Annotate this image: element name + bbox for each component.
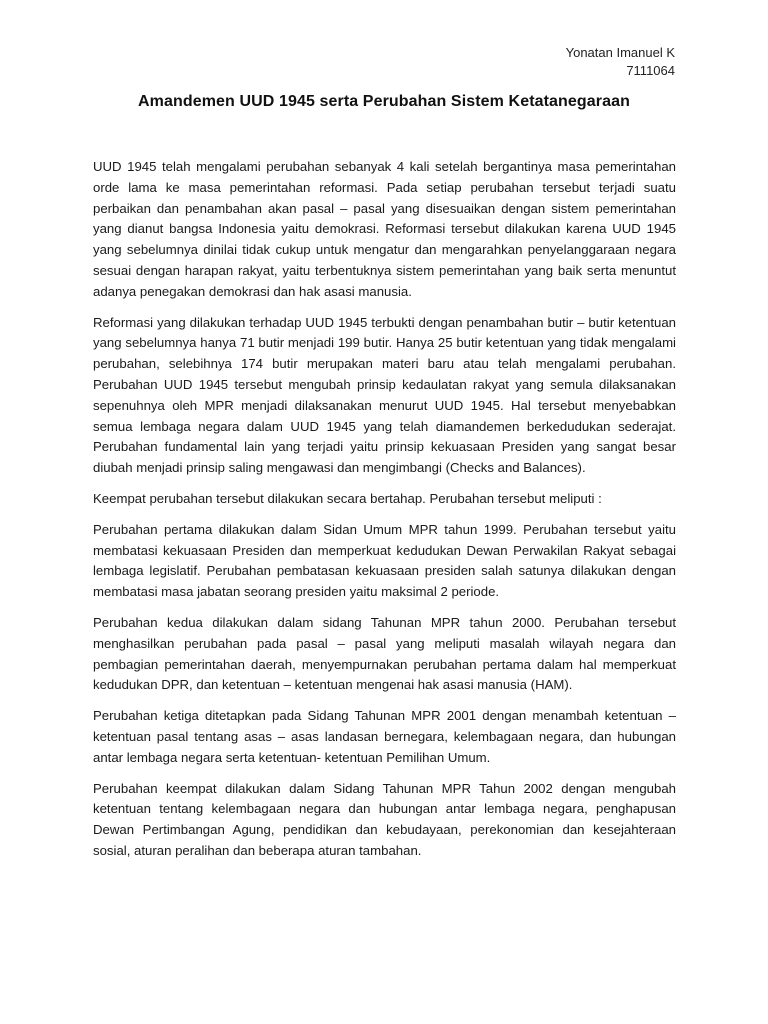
paragraph-intro: UUD 1945 telah mengalami perubahan sebanyak 4 kali setelah bergantinya masa pemerintahan orde lama ke masa pemerintahan reformasi. Pada setiap perubahan tersebut terjadi suatu perbaikan dan penambahan akan pasal – pasal yang disesuaikan dengan sistem pemerintahan yang dianut bangsa Indonesia yaitu demokrasi. Reformasi tersebut dilakukan karena UUD 1945 yang sebelumnya dinilai tidak cukup untuk mengatur dan mengarahkan penyelanggaraan negara sesuai dengan harapan rakyat, yaitu terbentuknya sistem pemerintahan yang baik serta menuntut adanya penegakan demokrasi dan hak asasi manusia. (93, 159, 676, 299)
author-id: 7111064 (626, 63, 675, 78)
document-body (93, 157, 676, 872)
paragraph-overview: Keempat perubahan tersebut dilakukan secara bertahap. Perubahan tersebut meliputi : (93, 490, 602, 506)
paragraph-reform: Reformasi yang dilakukan terhadap UUD 1945 terbukti dengan penambahan butir – butir ketentuan yang sebelumnya hanya 71 butir menjadi 199 butir. Hanya 25 butir ketentuan yang tidak mengalami perubahan, selebihnya 174 butir merupakan materi baru atau telah mengalami perubahan. Perubahan UUD 1945 tersebut mengubah prinsip kedaulatan rakyat yang semula dilaksanakan sepenuhnya oleh MPR menjadi dilaksanakan menurut UUD 1945. Hal tersebut menyebabkan semua lembaga negara dalam UUD 1945 yang telah diamandemen berkedudukan sederajat. Perubahan fundamental lain yang terjadi yaitu prinsip kekuasaan Presiden yang sangat besar diubah menjadi prinsip saling mengawasi dan mengimbangi (Checks and Balances). (93, 314, 676, 476)
paragraph-fourth-amendment: Perubahan keempat dilakukan dalam Sidang Tahunan MPR Tahun 2002 dengan mengubah ketentuan tentang kelembagaan negara dan hubungan antar lembaga negara, penghapusan Dewan Pertimbangan Agung, pendidikan dan kebudayaan, perekonomian dan kesejahteraan sosial, aturan peralihan dan beberapa aturan tambahan. (93, 780, 676, 858)
author-name: Yonatan Imanuel K (565, 45, 675, 60)
paragraph-third-amendment: Perubahan ketiga ditetapkan pada Sidang Tahunan MPR 2001 dengan menambah ketentuan – ketentuan pasal tentang asas – asas landasan bernegara, kelembagaan negara, dan hubungan antar lembaga negara serta ketentuan- ketentuan Pemilihan Umum. (93, 708, 676, 765)
document-title: Amandemen UUD 1945 serta Perubahan Sistem Ketatanegaraan (137, 93, 630, 110)
paragraph-second-amendment: Perubahan kedua dilakukan dalam sidang Tahunan MPR tahun 2000. Perubahan tersebut menghasilkan perubahan pada pasal – pasal yang meliputi masalah wilayah negara dan pembagian pemerintahan daerah, menyempurnakan perubahan pertama dalam hal memperkuat kedudukan DPR, dan ketentuan – ketentuan mengenai hak asasi manusia (HAM). (93, 614, 676, 693)
author-block (566, 44, 675, 80)
paragraph-first-amendment: Perubahan pertama dilakukan dalam Sidan Umum MPR tahun 1999. Perubahan tersebut yaitu membatasi kekuasaan Presiden dan memperkuat kedudukan Dewan Perwakilan Rakyat sebagai lembaga legislatif. Perubahan pembatasan kekuasaan presiden salah satunya dilakukan dengan membatasi masa jabatan seorang presiden yaitu maksimal 2 periode. (93, 521, 676, 600)
